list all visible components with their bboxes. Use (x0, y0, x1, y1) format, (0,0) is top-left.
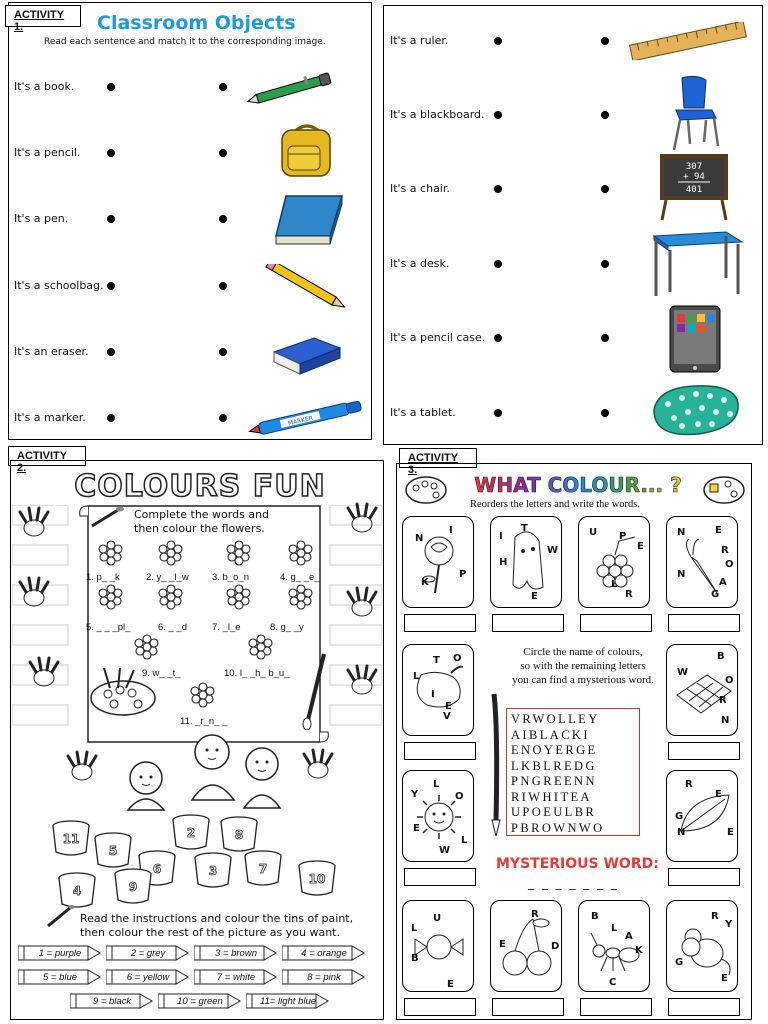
paint-tin (50, 818, 92, 858)
word-blank-11: 11. _r_n_ _ (180, 716, 228, 727)
paint-tin-number: 4 (72, 884, 82, 898)
legend-pencil (246, 992, 330, 1010)
sentence-left-4: It's an eraser. (14, 345, 89, 358)
blackboard-line1: 307 (685, 162, 703, 172)
legend-pencil (194, 968, 278, 986)
match-dot-left[interactable] (494, 260, 502, 268)
match-dot-left[interactable] (494, 409, 502, 417)
scrambled-letter: A (625, 931, 633, 942)
handprint-icon (16, 506, 54, 540)
grid-row: UPOEULBR (511, 805, 597, 819)
scrambled-letter: Y (411, 789, 419, 800)
handprint-icon (344, 586, 382, 620)
answer-field[interactable] (668, 998, 740, 1016)
scrambled-letter: W (677, 667, 689, 678)
match-dot-right[interactable] (219, 149, 227, 157)
scrambled-letter: A (719, 577, 727, 588)
sentence-right-1: It's a blackboard. (390, 108, 485, 121)
legend-pencil (70, 992, 154, 1010)
scrambled-letter: L (413, 671, 420, 682)
paint-tin (170, 812, 212, 852)
scrambled-letter: K (635, 945, 643, 956)
tablet-icon (668, 304, 722, 374)
scrambled-letter: U (433, 913, 442, 924)
sentence-right-5: It's a tablet. (390, 406, 456, 419)
grid-row: AIBLACKI (511, 727, 590, 742)
legend-label: 11= light blue (259, 995, 317, 1007)
word-card (578, 900, 650, 992)
scrambled-letter: G (675, 957, 684, 968)
legend-pencil (106, 968, 190, 986)
paint-tin (112, 866, 154, 906)
answer-field[interactable] (580, 998, 652, 1016)
eraser-icon (270, 330, 344, 376)
children-illustration (100, 730, 310, 820)
circle-instruction2: so with the remaining letters (520, 660, 646, 672)
scrambled-letter: G (711, 589, 720, 600)
legend-label: 1 = purple (38, 947, 82, 959)
scrambled-letter: L (611, 579, 618, 590)
scrambled-letter: E (447, 979, 454, 990)
activity3-subtitle: Reorders the letters and write the words. (470, 499, 640, 510)
match-dot-left[interactable] (107, 348, 115, 356)
word-card (490, 516, 562, 608)
paint-tin (92, 830, 134, 870)
word-blank-5: 5. _ _ _pl_ (86, 622, 131, 633)
scrambled-letter: H (499, 557, 508, 568)
desk-icon (648, 228, 744, 300)
legend-label: 3 = brown (215, 947, 257, 959)
match-dot-right[interactable] (601, 37, 609, 45)
match-dot-left[interactable] (494, 334, 502, 342)
activity2-tag: ACTIVITY 2. (8, 446, 86, 466)
word-blank-6: 6. _ _d (158, 622, 188, 633)
chair-icon (666, 74, 722, 154)
paint-tin-number: 10 (308, 872, 326, 886)
scrambled-letter: N (721, 715, 730, 726)
scrambled-letter: R (721, 545, 729, 556)
paint-tin-number: 6 (152, 862, 162, 876)
scrambled-letter: U (589, 527, 598, 538)
legend-label: 4 = orange (301, 947, 347, 959)
legend-label: 9 = black (92, 995, 132, 1007)
paint-tin-number: 3 (208, 864, 218, 878)
circle-instruction1: Circle the name of colours, (523, 646, 643, 658)
activity2-bottom2: then colour the rest of the picture as you want. (80, 926, 340, 939)
scrambled-letter: Y (725, 919, 733, 930)
book-icon (272, 192, 344, 248)
activity2-bottom1: Read the instructions and colour the tins of paint, (80, 912, 354, 925)
scrambled-letter: I (449, 525, 453, 536)
answer-field[interactable] (404, 868, 476, 886)
match-dot-left[interactable] (107, 414, 115, 422)
answer-field[interactable] (492, 998, 564, 1016)
schoolbag-icon (276, 122, 338, 180)
activity3-title: WHAT COLOUR... ? (474, 473, 682, 497)
scrambled-letter: R (531, 909, 539, 920)
pencil-icon (262, 264, 352, 308)
legend-pencil (158, 992, 242, 1010)
grid-row: PNGREENN (511, 774, 597, 788)
activity1-title: Classroom Objects (97, 12, 296, 34)
legend-pencil (106, 944, 190, 962)
sentence-left-0: It's a book. (14, 80, 75, 93)
scrambled-letter: P (619, 531, 627, 542)
word-blank-2: 2. y_ _l_w (146, 572, 189, 583)
sentence-left-2: It's a pen. (14, 212, 69, 225)
grid-row: RIWHITEA (511, 789, 592, 804)
scrambled-letter: T (521, 523, 528, 534)
sentence-left-3: It's a schoolbag. (14, 279, 104, 292)
activity2-title: COLOURS FUN (74, 469, 326, 504)
word-card (402, 770, 474, 862)
scrambled-letter: E (413, 823, 420, 834)
match-dot-right[interactable] (219, 414, 227, 422)
match-dot-right[interactable] (601, 185, 609, 193)
scrambled-letter: O (455, 791, 464, 802)
handprint-icon (26, 656, 64, 690)
word-blank-8: 8. g_ _y (270, 622, 304, 633)
scrambled-letter: G (675, 811, 684, 822)
blackboard-icon (656, 150, 732, 222)
paint-tin (192, 850, 234, 890)
palette-icon-left (404, 470, 448, 506)
scrambled-letter: O (725, 675, 734, 686)
scrambled-letter: R (685, 779, 693, 790)
match-dot-right[interactable] (219, 215, 227, 223)
scrambled-letter: R (625, 589, 633, 600)
answer-field[interactable] (404, 614, 476, 632)
brush-small-icon (44, 904, 76, 930)
scrambled-letter: W (547, 545, 559, 556)
word-blank-1: 1. p_ _k (86, 572, 120, 583)
legend-pencil (282, 968, 366, 986)
scrambled-letter: B (591, 911, 599, 922)
grid-row: LKBLREDG (511, 758, 597, 773)
circle-instruction3: you can find a mysterious word. (512, 674, 654, 686)
match-dot-right[interactable] (601, 260, 609, 268)
activity1-right-panel (383, 5, 763, 445)
paint-tin-number: 5 (108, 844, 118, 858)
scrambled-letter: B (717, 651, 725, 662)
scrambled-letter: E (531, 591, 538, 602)
match-dot-right[interactable] (601, 111, 609, 119)
legend-label: 6 = yellow (126, 971, 170, 983)
paint-tin-number: 11 (62, 832, 80, 846)
scrambled-letter: L (411, 923, 418, 934)
match-dot-right[interactable] (219, 282, 227, 290)
handprint-icon (16, 576, 54, 610)
sentence-left-5: It's a marker. (14, 411, 86, 424)
match-dot-left[interactable] (494, 111, 502, 119)
ruler-icon (626, 22, 750, 60)
match-dot-left[interactable] (494, 185, 502, 193)
handprint-icon (344, 502, 382, 536)
paint-tin-number: 2 (186, 826, 196, 840)
scrambled-letter: N (677, 569, 686, 580)
word-card (666, 770, 738, 862)
scrambled-letter: T (433, 655, 440, 666)
scrambled-letter: N (415, 533, 424, 544)
activity2-title-svg (50, 466, 350, 506)
match-dot-left[interactable] (107, 149, 115, 157)
match-dot-right[interactable] (601, 409, 609, 417)
legend-pencil (282, 944, 366, 962)
match-dot-left[interactable] (494, 37, 502, 45)
legend-label: 10 = green (177, 995, 223, 1007)
pen-icon (246, 68, 340, 108)
word-blank-9: 9. w_ _t_ (142, 668, 181, 679)
legend-pencil (18, 944, 102, 962)
sentence-left-1: It's a pencil. (14, 146, 81, 159)
scrambled-letter: W (439, 845, 451, 856)
scrambled-letter: C (609, 977, 617, 988)
scrambled-letter: E (715, 525, 722, 536)
paint-tin-number: 9 (128, 880, 138, 894)
blackboard-line2: + 94 (683, 172, 705, 182)
activity3-title-svg (452, 470, 704, 500)
scrambled-letter: R (719, 695, 727, 706)
word-blank-4: 4. g_ _e_ (280, 572, 320, 583)
scrambled-letter: E (499, 939, 506, 950)
scrambled-letter: N (677, 827, 686, 838)
marker-icon (248, 400, 366, 436)
scrambled-letter: E (637, 541, 644, 552)
word-card (402, 516, 474, 608)
pencil-tall-icon (484, 690, 506, 840)
answer-field[interactable] (668, 614, 740, 632)
grid-row: ENOYERGE (511, 743, 598, 757)
answer-field[interactable] (404, 742, 476, 760)
match-dot-left[interactable] (107, 83, 115, 91)
legend-label: 8 = pink (307, 971, 341, 983)
scrambled-letter: B (411, 953, 419, 964)
match-dot-left[interactable] (107, 282, 115, 290)
legend-label: 5 = blue (42, 971, 78, 983)
scrambled-letter: O (725, 559, 734, 570)
sentence-right-2: It's a chair. (390, 182, 450, 195)
mouse-icon (667, 901, 739, 993)
match-dot-right[interactable] (219, 348, 227, 356)
scrambled-letter: E (721, 973, 728, 984)
sentence-right-4: It's a pencil case. (390, 331, 486, 344)
rose-icon (403, 517, 475, 609)
word-card (666, 644, 738, 736)
scrambled-letter: I (499, 531, 503, 542)
scrambled-letter: L (611, 923, 618, 934)
word-card (666, 900, 738, 992)
legend-pencil (194, 944, 278, 962)
word-card (402, 644, 474, 736)
match-dot-left[interactable] (107, 215, 115, 223)
activity3-tag: ACTIVITY 3. (399, 448, 477, 468)
activity2-instruction1: Complete the words and (134, 508, 270, 521)
legend-label: 7 = white (216, 971, 256, 983)
word-blank-3: 3. b_o_n (212, 572, 249, 583)
answer-field[interactable] (668, 868, 740, 886)
answer-field[interactable] (580, 614, 652, 632)
marker-label: MARKER (287, 414, 314, 428)
match-dot-right[interactable] (219, 83, 227, 91)
scrambled-letter: N (677, 527, 686, 538)
palette-icon-right (702, 470, 746, 506)
mysterious-word-label: MYSTERIOUS WORD: (496, 856, 659, 872)
activity1-tag: ACTIVITY 1. (5, 5, 81, 27)
activity1-instruction: Read each sentence and match it to the corresponding image. (44, 37, 326, 47)
grid-row: PBROWNWO (511, 820, 605, 835)
word-card (666, 516, 738, 608)
scrambled-letter: V (443, 711, 451, 722)
word-blank-10: 10. l_ _h_ b_u_ (224, 668, 290, 679)
match-dot-right[interactable] (601, 334, 609, 342)
grid-row: VRWOLLEY (511, 712, 600, 726)
scrambled-letter: L (433, 779, 440, 790)
scrambled-letter: O (453, 653, 462, 664)
word-card (402, 900, 474, 992)
word-card (490, 900, 562, 992)
legend-pencil (18, 968, 102, 986)
scrambled-letter: P (459, 569, 467, 580)
pencil-case-icon (648, 382, 744, 440)
paint-tin (296, 858, 338, 898)
legend-label: 2 = grey (130, 947, 166, 959)
paint-tin-number: 8 (234, 828, 244, 842)
scrambled-letter: E (445, 701, 452, 712)
scrambled-letter: L (461, 835, 468, 846)
scrambled-letter: D (551, 941, 560, 952)
word-blank-7: 7. _l_e (212, 622, 241, 633)
scrambled-letter: R (711, 911, 719, 922)
sentence-right-0: It's a ruler. (390, 34, 449, 47)
word-search-grid (506, 708, 640, 836)
scrambled-letter: K (421, 577, 429, 588)
handprint-icon (64, 750, 102, 784)
blackboard-line3: 401 (685, 185, 703, 195)
activity2-instruction2: then colour the flowers. (134, 522, 265, 535)
mysterious-word-blanks: _ _ _ _ _ _ _ (528, 876, 619, 890)
handprint-icon (344, 664, 382, 698)
answer-field[interactable] (492, 614, 564, 632)
answer-field[interactable] (404, 998, 476, 1016)
paint-tin (242, 848, 284, 888)
scrambled-letter: I (431, 689, 435, 700)
sentence-right-3: It's a desk. (390, 257, 450, 270)
scrambled-letter: E (727, 827, 734, 838)
scrambled-letter: E (715, 789, 722, 800)
word-card (578, 516, 650, 608)
answer-field[interactable] (668, 742, 740, 760)
paint-tin-number: 7 (258, 862, 268, 876)
